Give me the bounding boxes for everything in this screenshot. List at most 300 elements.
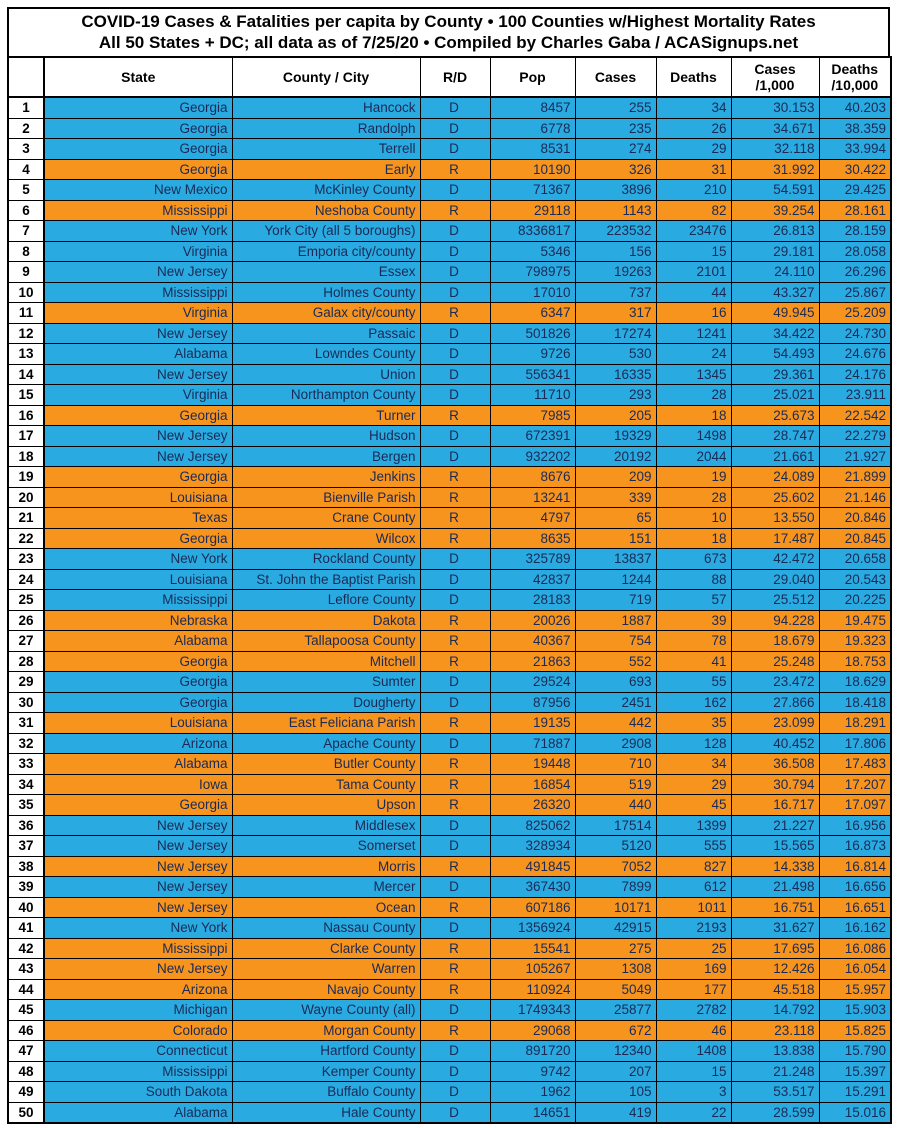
cell-deaths_per_10000: 22.542 — [819, 405, 891, 426]
cell-pop: 20026 — [490, 610, 575, 631]
cell-deaths_per_10000: 18.418 — [819, 692, 891, 713]
cell-deaths: 1345 — [656, 364, 731, 385]
cell-deaths_per_10000: 28.161 — [819, 200, 891, 221]
cell-rd: D — [420, 815, 490, 836]
cell-county: Randolph — [232, 118, 420, 139]
cell-cases: 530 — [575, 344, 656, 365]
table-row — [8, 774, 891, 795]
cell-rank: 14 — [8, 364, 44, 385]
cell-pop: 26320 — [490, 795, 575, 816]
cell-state: Georgia — [44, 139, 232, 160]
cell-cases_per_1000: 25.021 — [731, 385, 819, 406]
cell-rd: D — [420, 569, 490, 590]
cell-county: Upson — [232, 795, 420, 816]
cell-county: Wayne County (all) — [232, 1000, 420, 1021]
cell-deaths: 26 — [656, 118, 731, 139]
cell-state: Georgia — [44, 528, 232, 549]
cell-deaths_per_10000: 18.629 — [819, 672, 891, 693]
cell-cases_per_1000: 14.338 — [731, 856, 819, 877]
cell-state: Iowa — [44, 774, 232, 795]
cell-county: Morgan County — [232, 1020, 420, 1041]
cell-deaths_per_10000: 17.806 — [819, 733, 891, 754]
cell-pop: 71887 — [490, 733, 575, 754]
cell-rank: 42 — [8, 938, 44, 959]
column-header-cases_per_1000 — [731, 57, 819, 97]
cell-state: Arizona — [44, 733, 232, 754]
cell-rank: 38 — [8, 856, 44, 877]
cell-deaths: 82 — [656, 200, 731, 221]
cell-county: Mercer — [232, 877, 420, 898]
cell-cases_per_1000: 25.248 — [731, 651, 819, 672]
cell-cases_per_1000: 24.110 — [731, 262, 819, 283]
column-header-deaths_per_10000 — [819, 57, 891, 97]
cell-state: New Jersey — [44, 426, 232, 447]
cell-state: Georgia — [44, 467, 232, 488]
cell-deaths_per_10000: 15.016 — [819, 1102, 891, 1123]
cell-rd: D — [420, 1061, 490, 1082]
cell-deaths_per_10000: 33.994 — [819, 139, 891, 160]
cell-rank: 17 — [8, 426, 44, 447]
cell-county: Tama County — [232, 774, 420, 795]
table-row — [8, 180, 891, 201]
cell-deaths_per_10000: 21.899 — [819, 467, 891, 488]
cell-rank: 39 — [8, 877, 44, 898]
cell-state: New Jersey — [44, 959, 232, 980]
cell-cases: 7899 — [575, 877, 656, 898]
cell-county: Early — [232, 159, 420, 180]
cell-pop: 6778 — [490, 118, 575, 139]
cell-rank: 33 — [8, 754, 44, 775]
cell-county: Dakota — [232, 610, 420, 631]
column-header-pop — [490, 57, 575, 97]
cell-rank: 19 — [8, 467, 44, 488]
cell-county: Leflore County — [232, 590, 420, 611]
table-row — [8, 405, 891, 426]
cell-deaths: 2782 — [656, 1000, 731, 1021]
cell-rd: D — [420, 446, 490, 467]
cell-cases_per_1000: 17.487 — [731, 528, 819, 549]
cell-deaths: 28 — [656, 385, 731, 406]
cell-rank: 8 — [8, 241, 44, 262]
table-row — [8, 959, 891, 980]
cell-pop: 21863 — [490, 651, 575, 672]
cell-rank: 36 — [8, 815, 44, 836]
table-row — [8, 446, 891, 467]
cell-pop: 71367 — [490, 180, 575, 201]
table-row — [8, 897, 891, 918]
cell-rank: 47 — [8, 1041, 44, 1062]
cell-state: Georgia — [44, 692, 232, 713]
cell-deaths_per_10000: 20.543 — [819, 569, 891, 590]
cell-rank: 22 — [8, 528, 44, 549]
cell-rd: D — [420, 733, 490, 754]
cell-deaths: 10 — [656, 508, 731, 529]
cell-deaths_per_10000: 16.814 — [819, 856, 891, 877]
cell-cases: 65 — [575, 508, 656, 529]
cell-county: Warren — [232, 959, 420, 980]
cell-rd: R — [420, 897, 490, 918]
header-label: R/D — [442, 69, 468, 85]
cell-cases_per_1000: 43.327 — [731, 282, 819, 303]
cell-county: Terrell — [232, 139, 420, 160]
table-row — [8, 97, 891, 118]
cell-cases_per_1000: 31.992 — [731, 159, 819, 180]
cell-rank: 28 — [8, 651, 44, 672]
cell-cases_per_1000: 39.254 — [731, 200, 819, 221]
cell-deaths_per_10000: 22.279 — [819, 426, 891, 447]
table-row — [8, 713, 891, 734]
cell-county: Wilcox — [232, 528, 420, 549]
table-row — [8, 569, 891, 590]
cell-pop: 1962 — [490, 1082, 575, 1103]
cell-rank: 25 — [8, 590, 44, 611]
cell-state: New York — [44, 221, 232, 242]
table-row — [8, 1061, 891, 1082]
cell-cases_per_1000: 32.118 — [731, 139, 819, 160]
cell-rd: R — [420, 1020, 490, 1041]
cell-state: New Jersey — [44, 897, 232, 918]
cell-deaths: 35 — [656, 713, 731, 734]
cell-cases_per_1000: 13.838 — [731, 1041, 819, 1062]
cell-cases: 223532 — [575, 221, 656, 242]
cell-state: Georgia — [44, 651, 232, 672]
cell-rank: 49 — [8, 1082, 44, 1103]
cell-deaths: 18 — [656, 528, 731, 549]
cell-pop: 8457 — [490, 97, 575, 118]
cell-cases_per_1000: 42.472 — [731, 549, 819, 570]
cell-pop: 19135 — [490, 713, 575, 734]
cell-deaths_per_10000: 25.209 — [819, 303, 891, 324]
covid-county-table — [7, 56, 892, 1124]
cell-deaths: 57 — [656, 590, 731, 611]
cell-pop: 9726 — [490, 344, 575, 365]
table-row — [8, 979, 891, 1000]
cell-rd: R — [420, 200, 490, 221]
cell-deaths: 29 — [656, 139, 731, 160]
cell-rank: 37 — [8, 836, 44, 857]
cell-rank: 26 — [8, 610, 44, 631]
cell-deaths_per_10000: 18.291 — [819, 713, 891, 734]
cell-cases_per_1000: 94.228 — [731, 610, 819, 631]
cell-deaths_per_10000: 16.086 — [819, 938, 891, 959]
cell-deaths_per_10000: 16.873 — [819, 836, 891, 857]
cell-pop: 672391 — [490, 426, 575, 447]
cell-state: New York — [44, 918, 232, 939]
table-title-block — [7, 7, 890, 58]
cell-rd: D — [420, 323, 490, 344]
cell-pop: 607186 — [490, 897, 575, 918]
cell-county: Hartford County — [232, 1041, 420, 1062]
cell-cases: 17274 — [575, 323, 656, 344]
cell-cases: 442 — [575, 713, 656, 734]
cell-deaths_per_10000: 20.846 — [819, 508, 891, 529]
cell-pop: 110924 — [490, 979, 575, 1000]
cell-rd: D — [420, 282, 490, 303]
cell-cases_per_1000: 36.508 — [731, 754, 819, 775]
cell-cases: 151 — [575, 528, 656, 549]
cell-rank: 1 — [8, 97, 44, 118]
cell-state: Virginia — [44, 303, 232, 324]
cell-rd: D — [420, 97, 490, 118]
cell-state: Mississippi — [44, 200, 232, 221]
cell-cases: 293 — [575, 385, 656, 406]
column-header-county — [232, 57, 420, 97]
title-line-2: All 50 States + DC; all data as of 7/25/20 • Compiled by Charles Gaba / ACASignups.net — [98, 33, 799, 52]
cell-deaths_per_10000: 40.203 — [819, 97, 891, 118]
cell-rd: D — [420, 262, 490, 283]
cell-cases: 1887 — [575, 610, 656, 631]
cell-pop: 29068 — [490, 1020, 575, 1041]
cell-state: Louisiana — [44, 487, 232, 508]
cell-rank: 23 — [8, 549, 44, 570]
cell-cases: 519 — [575, 774, 656, 795]
cell-deaths_per_10000: 21.146 — [819, 487, 891, 508]
cell-cases_per_1000: 25.602 — [731, 487, 819, 508]
cell-cases_per_1000: 31.627 — [731, 918, 819, 939]
cell-cases: 105 — [575, 1082, 656, 1103]
cell-cases: 754 — [575, 631, 656, 652]
cell-deaths: 34 — [656, 754, 731, 775]
table-row — [8, 918, 891, 939]
cell-rd: D — [420, 364, 490, 385]
cell-pop: 367430 — [490, 877, 575, 898]
cell-state: Mississippi — [44, 590, 232, 611]
cell-cases_per_1000: 34.422 — [731, 323, 819, 344]
cell-rd: D — [420, 139, 490, 160]
cell-cases: 5049 — [575, 979, 656, 1000]
cell-cases: 20192 — [575, 446, 656, 467]
cell-rank: 20 — [8, 487, 44, 508]
cell-county: Hancock — [232, 97, 420, 118]
cell-cases_per_1000: 21.661 — [731, 446, 819, 467]
cell-deaths: 23476 — [656, 221, 731, 242]
table-row — [8, 795, 891, 816]
cell-cases: 5120 — [575, 836, 656, 857]
cell-rank: 18 — [8, 446, 44, 467]
header-label: Deaths — [831, 61, 879, 77]
cell-deaths_per_10000: 15.957 — [819, 979, 891, 1000]
cell-state: Alabama — [44, 344, 232, 365]
cell-deaths: 612 — [656, 877, 731, 898]
cell-state: Mississippi — [44, 1061, 232, 1082]
cell-deaths_per_10000: 17.097 — [819, 795, 891, 816]
cell-pop: 8531 — [490, 139, 575, 160]
cell-cases_per_1000: 21.498 — [731, 877, 819, 898]
cell-deaths: 827 — [656, 856, 731, 877]
cell-deaths: 25 — [656, 938, 731, 959]
cell-county: East Feliciana Parish — [232, 713, 420, 734]
table-row — [8, 938, 891, 959]
cell-county: Clarke County — [232, 938, 420, 959]
cell-state: New Jersey — [44, 877, 232, 898]
cell-county: Tallapoosa County — [232, 631, 420, 652]
cell-cases: 19329 — [575, 426, 656, 447]
cell-deaths: 210 — [656, 180, 731, 201]
cell-state: Colorado — [44, 1020, 232, 1041]
cell-rank: 5 — [8, 180, 44, 201]
cell-deaths_per_10000: 16.651 — [819, 897, 891, 918]
cell-rd: D — [420, 221, 490, 242]
cell-deaths: 34 — [656, 97, 731, 118]
cell-pop: 932202 — [490, 446, 575, 467]
cell-county: Jenkins — [232, 467, 420, 488]
cell-pop: 8635 — [490, 528, 575, 549]
cell-state: Nebraska — [44, 610, 232, 631]
cell-deaths_per_10000: 16.656 — [819, 877, 891, 898]
table-body — [8, 97, 891, 1123]
cell-cases_per_1000: 24.089 — [731, 467, 819, 488]
header-row — [8, 57, 891, 97]
cell-pop: 10190 — [490, 159, 575, 180]
cell-deaths: 24 — [656, 344, 731, 365]
cell-cases_per_1000: 15.565 — [731, 836, 819, 857]
cell-pop: 556341 — [490, 364, 575, 385]
cell-deaths_per_10000: 25.867 — [819, 282, 891, 303]
cell-deaths_per_10000: 19.475 — [819, 610, 891, 631]
cell-rank: 2 — [8, 118, 44, 139]
table-row — [8, 754, 891, 775]
cell-cases: 2451 — [575, 692, 656, 713]
cell-rank: 30 — [8, 692, 44, 713]
cell-pop: 28183 — [490, 590, 575, 611]
cell-deaths_per_10000: 15.903 — [819, 1000, 891, 1021]
cell-county: Holmes County — [232, 282, 420, 303]
cell-deaths_per_10000: 20.658 — [819, 549, 891, 570]
cell-cases_per_1000: 23.118 — [731, 1020, 819, 1041]
cell-deaths_per_10000: 38.359 — [819, 118, 891, 139]
header-label: County / City — [282, 69, 370, 85]
cell-deaths_per_10000: 21.927 — [819, 446, 891, 467]
cell-rank: 50 — [8, 1102, 44, 1123]
cell-county: Emporia city/county — [232, 241, 420, 262]
cell-rank: 40 — [8, 897, 44, 918]
column-header-cases — [575, 57, 656, 97]
cell-cases: 156 — [575, 241, 656, 262]
cell-deaths_per_10000: 17.207 — [819, 774, 891, 795]
cell-deaths_per_10000: 15.790 — [819, 1041, 891, 1062]
cell-deaths: 78 — [656, 631, 731, 652]
cell-county: Apache County — [232, 733, 420, 754]
cell-state: Mississippi — [44, 938, 232, 959]
cell-deaths: 2101 — [656, 262, 731, 283]
cell-county: Union — [232, 364, 420, 385]
table-row — [8, 303, 891, 324]
cell-state: New Jersey — [44, 262, 232, 283]
cell-rd: R — [420, 610, 490, 631]
cell-rank: 13 — [8, 344, 44, 365]
cell-cases: 205 — [575, 405, 656, 426]
cell-cases_per_1000: 28.599 — [731, 1102, 819, 1123]
column-header-rd — [420, 57, 490, 97]
cell-deaths: 128 — [656, 733, 731, 754]
cell-deaths_per_10000: 23.911 — [819, 385, 891, 406]
cell-cases_per_1000: 18.679 — [731, 631, 819, 652]
cell-state: Georgia — [44, 159, 232, 180]
cell-deaths: 3 — [656, 1082, 731, 1103]
cell-rd: R — [420, 856, 490, 877]
cell-deaths: 1399 — [656, 815, 731, 836]
cell-cases_per_1000: 40.452 — [731, 733, 819, 754]
table-row — [8, 1102, 891, 1123]
cell-rank: 12 — [8, 323, 44, 344]
cell-state: Georgia — [44, 118, 232, 139]
cell-deaths: 18 — [656, 405, 731, 426]
cell-rank: 46 — [8, 1020, 44, 1041]
cell-rd: R — [420, 795, 490, 816]
cell-pop: 8336817 — [490, 221, 575, 242]
cell-county: Mitchell — [232, 651, 420, 672]
cell-rd: R — [420, 938, 490, 959]
cell-rank: 21 — [8, 508, 44, 529]
cell-county: Butler County — [232, 754, 420, 775]
cell-deaths_per_10000: 24.176 — [819, 364, 891, 385]
table-row — [8, 467, 891, 488]
cell-cases_per_1000: 30.794 — [731, 774, 819, 795]
cell-pop: 5346 — [490, 241, 575, 262]
cell-state: Connecticut — [44, 1041, 232, 1062]
table-row — [8, 856, 891, 877]
cell-rank: 11 — [8, 303, 44, 324]
cell-deaths: 29 — [656, 774, 731, 795]
cell-state: New Jersey — [44, 815, 232, 836]
cell-rd: R — [420, 713, 490, 734]
cell-deaths_per_10000: 15.291 — [819, 1082, 891, 1103]
cell-deaths: 555 — [656, 836, 731, 857]
cell-cases: 710 — [575, 754, 656, 775]
cell-rank: 43 — [8, 959, 44, 980]
cell-cases_per_1000: 23.472 — [731, 672, 819, 693]
cell-state: New Jersey — [44, 856, 232, 877]
cell-deaths: 2044 — [656, 446, 731, 467]
cell-cases_per_1000: 30.153 — [731, 97, 819, 118]
cell-rd: D — [420, 118, 490, 139]
cell-county: Lowndes County — [232, 344, 420, 365]
table-row — [8, 651, 891, 672]
cell-rd: R — [420, 651, 490, 672]
cell-rd: R — [420, 774, 490, 795]
cell-county: Sumter — [232, 672, 420, 693]
cell-rank: 44 — [8, 979, 44, 1000]
cell-pop: 798975 — [490, 262, 575, 283]
cell-county: Somerset — [232, 836, 420, 857]
table-row — [8, 508, 891, 529]
table-row — [8, 262, 891, 283]
header-label: Cases — [594, 69, 637, 85]
cell-cases: 16335 — [575, 364, 656, 385]
cell-cases: 440 — [575, 795, 656, 816]
cell-pop: 14651 — [490, 1102, 575, 1123]
cell-pop: 328934 — [490, 836, 575, 857]
cell-pop: 491845 — [490, 856, 575, 877]
cell-deaths: 15 — [656, 1061, 731, 1082]
cell-cases_per_1000: 21.227 — [731, 815, 819, 836]
cell-cases: 13837 — [575, 549, 656, 570]
table-row — [8, 877, 891, 898]
table-row — [8, 1000, 891, 1021]
cell-deaths_per_10000: 24.730 — [819, 323, 891, 344]
cell-county: Galax city/county — [232, 303, 420, 324]
cell-rd: D — [420, 344, 490, 365]
cell-pop: 4797 — [490, 508, 575, 529]
cell-deaths_per_10000: 19.323 — [819, 631, 891, 652]
cell-cases_per_1000: 23.099 — [731, 713, 819, 734]
cell-cases: 25877 — [575, 1000, 656, 1021]
cell-deaths_per_10000: 16.054 — [819, 959, 891, 980]
cell-cases_per_1000: 26.813 — [731, 221, 819, 242]
table-row — [8, 590, 891, 611]
cell-deaths_per_10000: 28.058 — [819, 241, 891, 262]
cell-cases: 10171 — [575, 897, 656, 918]
